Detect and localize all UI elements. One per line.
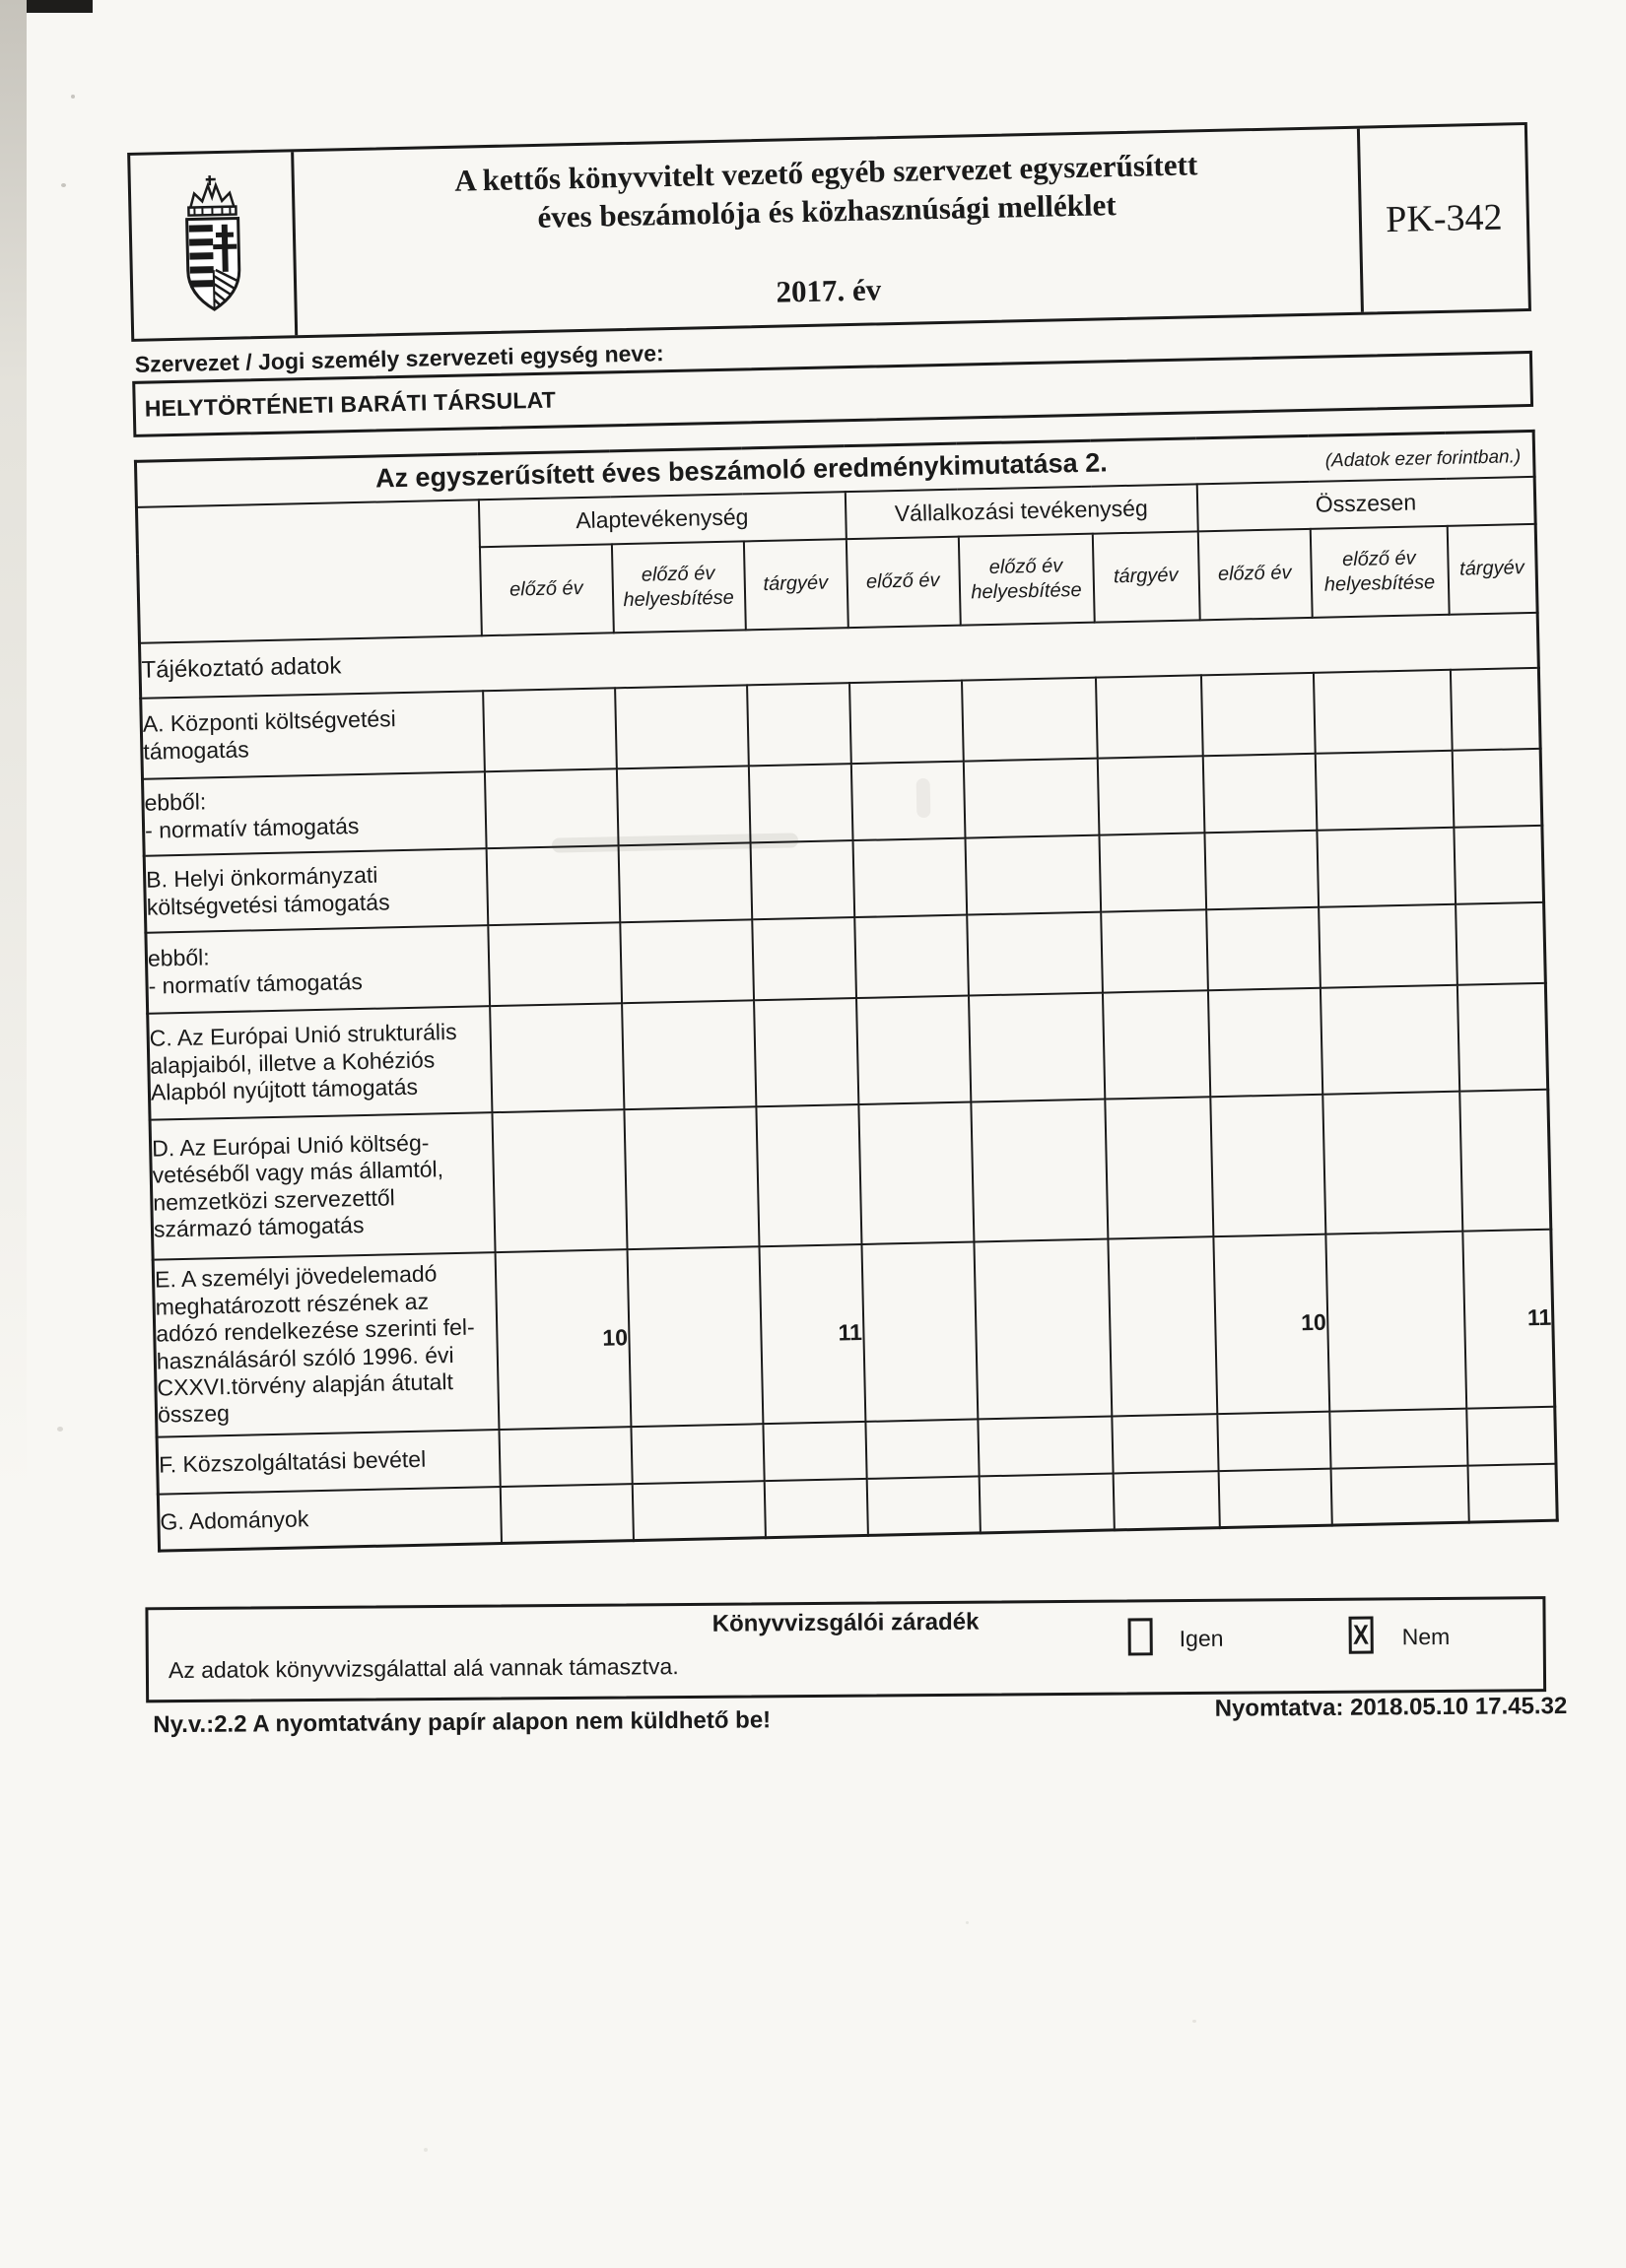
subcol-0-1: előző év helyesbítése (611, 541, 745, 633)
col-group-2: Összesen (1196, 476, 1535, 530)
row-label-3: ebből: - normatív támogatás (146, 925, 490, 1014)
subcol-1-0: előző év (846, 536, 960, 627)
row-label-0: A. Központi költségvetési támogatás (141, 691, 485, 779)
col-group-1: Vállalkozási tevékenység (845, 484, 1197, 539)
igen-label: Igen (1179, 1625, 1224, 1652)
value-cell-6-6: 10 (1213, 1234, 1329, 1413)
igen-checkbox (1128, 1618, 1153, 1655)
subcol-1-1: előző év helyesbítése (958, 533, 1094, 625)
audit-title: Könyvvizsgálói záradék (711, 1608, 980, 1637)
row-label-6: E. A személyi jövedelemadó meghatározott részének az adózó rendelkezése szerinti fel- használásáról szóló 1996. évi CXXVI.törvény alapján átutalt összeg (153, 1252, 499, 1437)
footer-version-note: Ny.v.:2.2 A nyomtatvány papír alapon nem küldhető be! (153, 1706, 772, 1739)
subcol-2-2: tárgyév (1447, 523, 1537, 614)
org-name-label: Szervezet / Jogi személy szervezeti egység neve: (134, 340, 664, 377)
audit-statement: Az adatok könyvvizsgálattal alá vannak támasztva. (168, 1653, 679, 1684)
nem-label: Nem (1401, 1623, 1451, 1650)
table-title: Az egyszerűsített éves beszámoló eredménykimutatása 2. (374, 447, 1108, 494)
row-label-1: ebből: - normatív támogatás (142, 771, 486, 856)
nem-checkbox (1349, 1617, 1374, 1654)
audit-section (145, 1596, 1546, 1702)
row-label-2: B. Helyi önkormányzati költségvetési támogatás (144, 848, 488, 933)
org-name-value: HELYTÖRTÉNETI BARÁTI TÁRSULAT (144, 386, 557, 422)
col-group-0: Alaptevékenység (478, 492, 846, 547)
subcol-1-2: tárgyév (1092, 531, 1199, 622)
nem-checkbox-mark: X (1353, 1619, 1370, 1650)
row-label-4: C. Az Európai Unió strukturális alapjaiból, illetve a Kohéziós Alapból nyújtott támogatás (148, 1006, 492, 1120)
section-header: Tájékoztató adatok (139, 612, 1538, 698)
form-title-line1: A kettős könyvvitelt vezető egyéb szervezet egyszerűsített (453, 147, 1198, 198)
table-unit-note: (Adatok ezer forintban.) (1324, 446, 1522, 472)
value-cell-6-0: 10 (495, 1249, 631, 1430)
subcol-0-2: tárgyév (743, 539, 847, 630)
subcol-2-1: előző év helyesbítése (1310, 525, 1449, 617)
footer-print-timestamp: Nyomtatva: 2018.05.10 17.45.32 (1214, 1692, 1568, 1722)
row-label-8: G. Adományok (158, 1487, 501, 1552)
form-year: 2017. év (776, 272, 882, 309)
row-label-7: F. Közszolgáltatási bevétel (157, 1430, 500, 1495)
form-title-line2: éves beszámolója és közhasznúsági melléklet (537, 187, 1118, 235)
row-label-5: D. Az Európai Unió költség- vetéséből vagy más államtól, nemzetközi szervezettől származó támogatás (150, 1112, 495, 1260)
subcol-0-0: előző év (479, 544, 613, 635)
subcol-2-0: előző év (1197, 528, 1312, 619)
value-cell-6-2: 11 (759, 1243, 865, 1423)
value-cell-6-8: 11 (1462, 1229, 1555, 1408)
form-code-badge: PK-342 (1357, 125, 1528, 312)
